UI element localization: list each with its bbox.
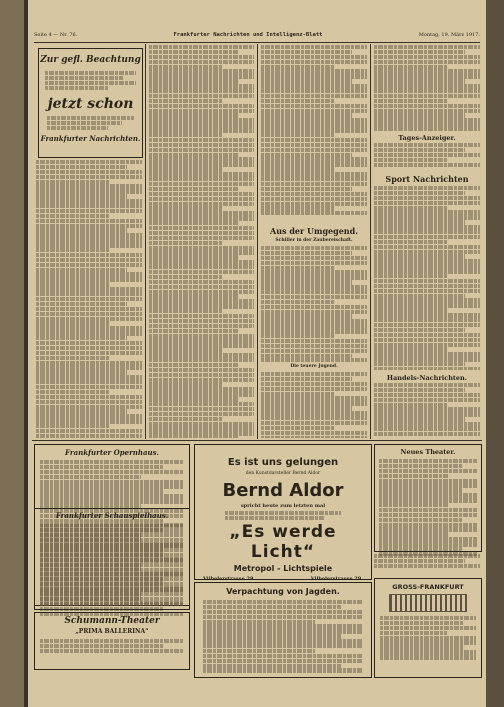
schumann-ad [34, 612, 190, 670]
article-column-3b [261, 246, 367, 362]
article-column-3c [261, 372, 367, 438]
film-ad-tagline: spricht heute zum letzten mal [240, 503, 326, 509]
film-ad-address-left: Vilbelerstrasse 29. [203, 576, 256, 583]
article-column-3a [261, 45, 367, 215]
schauspielhaus-title: Frankfurter Schauspielhaus. [55, 511, 169, 520]
section-heading-handel: Handels-Nachrichten. [386, 374, 468, 382]
film-ad-actor: Bernd Aldor [222, 480, 344, 501]
masthead: Frankfurter Nachrichten und Intelligenz-Blatt [173, 32, 323, 38]
schumann-title: Schumann-Theater [64, 616, 160, 626]
neues-theater-ad [374, 444, 482, 552]
gross-frankfurt-ad [374, 578, 482, 678]
article-column-4a [374, 45, 480, 131]
film-ad [194, 444, 372, 583]
schauspielhaus-ad [34, 508, 190, 610]
film-ad-address-right: Vilbelerstrasse 29. [310, 576, 363, 583]
film-ad-title: „Es werde Licht“ [229, 522, 337, 563]
book-binding [0, 0, 28, 707]
column-rule [145, 44, 146, 439]
schumann-subtitle: „PRIMA BALLERINA“ [75, 628, 149, 635]
article-column-4c [374, 186, 480, 370]
column-rule [370, 44, 371, 439]
article-column-1 [36, 160, 142, 438]
section-subheading: Schiller in der Zaubereischaft. [275, 238, 353, 243]
film-ad-intro: den Kunstdarsteller Bernd Aldor [245, 471, 321, 476]
notice-headline: jetzt schon [47, 96, 134, 113]
issue-date: Montag, 19. März 1917. [418, 32, 480, 38]
building-illustration [389, 594, 467, 612]
notice-publisher: Frankfurter Nachrichten. [40, 134, 141, 144]
section-subheading-jugend: Die teuere Jugend. [290, 364, 338, 369]
jagd-ad-title: Verpachtung von Jagden. [226, 587, 340, 596]
section-heading-sport: Sport Nachrichten [385, 174, 469, 184]
section-rule [32, 440, 482, 441]
gross-frankfurt-title: GROSS-FRANKFURT [392, 583, 464, 591]
notice-box [38, 48, 143, 158]
page-header [34, 32, 480, 43]
opernhaus-title: Frankfurter Opernhaus. [65, 448, 159, 457]
neues-theater-title: Neues Theater. [400, 448, 456, 456]
column-rule [257, 44, 258, 439]
page-edge [486, 0, 504, 707]
article-column-4e [374, 554, 480, 574]
film-ad-venue: Metropol - Lichtspiele [233, 564, 333, 574]
jagd-ad [194, 582, 372, 678]
article-column-4b [374, 143, 480, 171]
newspaper-page [28, 0, 486, 707]
section-heading-umgegend: Aus der Umgegend. [270, 226, 358, 236]
page-number: Seite 4 — Nr. 76. [34, 32, 78, 38]
article-column-2 [149, 45, 254, 438]
article-column-4d [374, 383, 480, 438]
film-ad-headline: Es ist uns gelungen [227, 457, 339, 468]
section-heading-tages: Tages-Anzeiger. [398, 134, 456, 142]
notice-title: Zur gefl. Beachtung [40, 55, 141, 65]
